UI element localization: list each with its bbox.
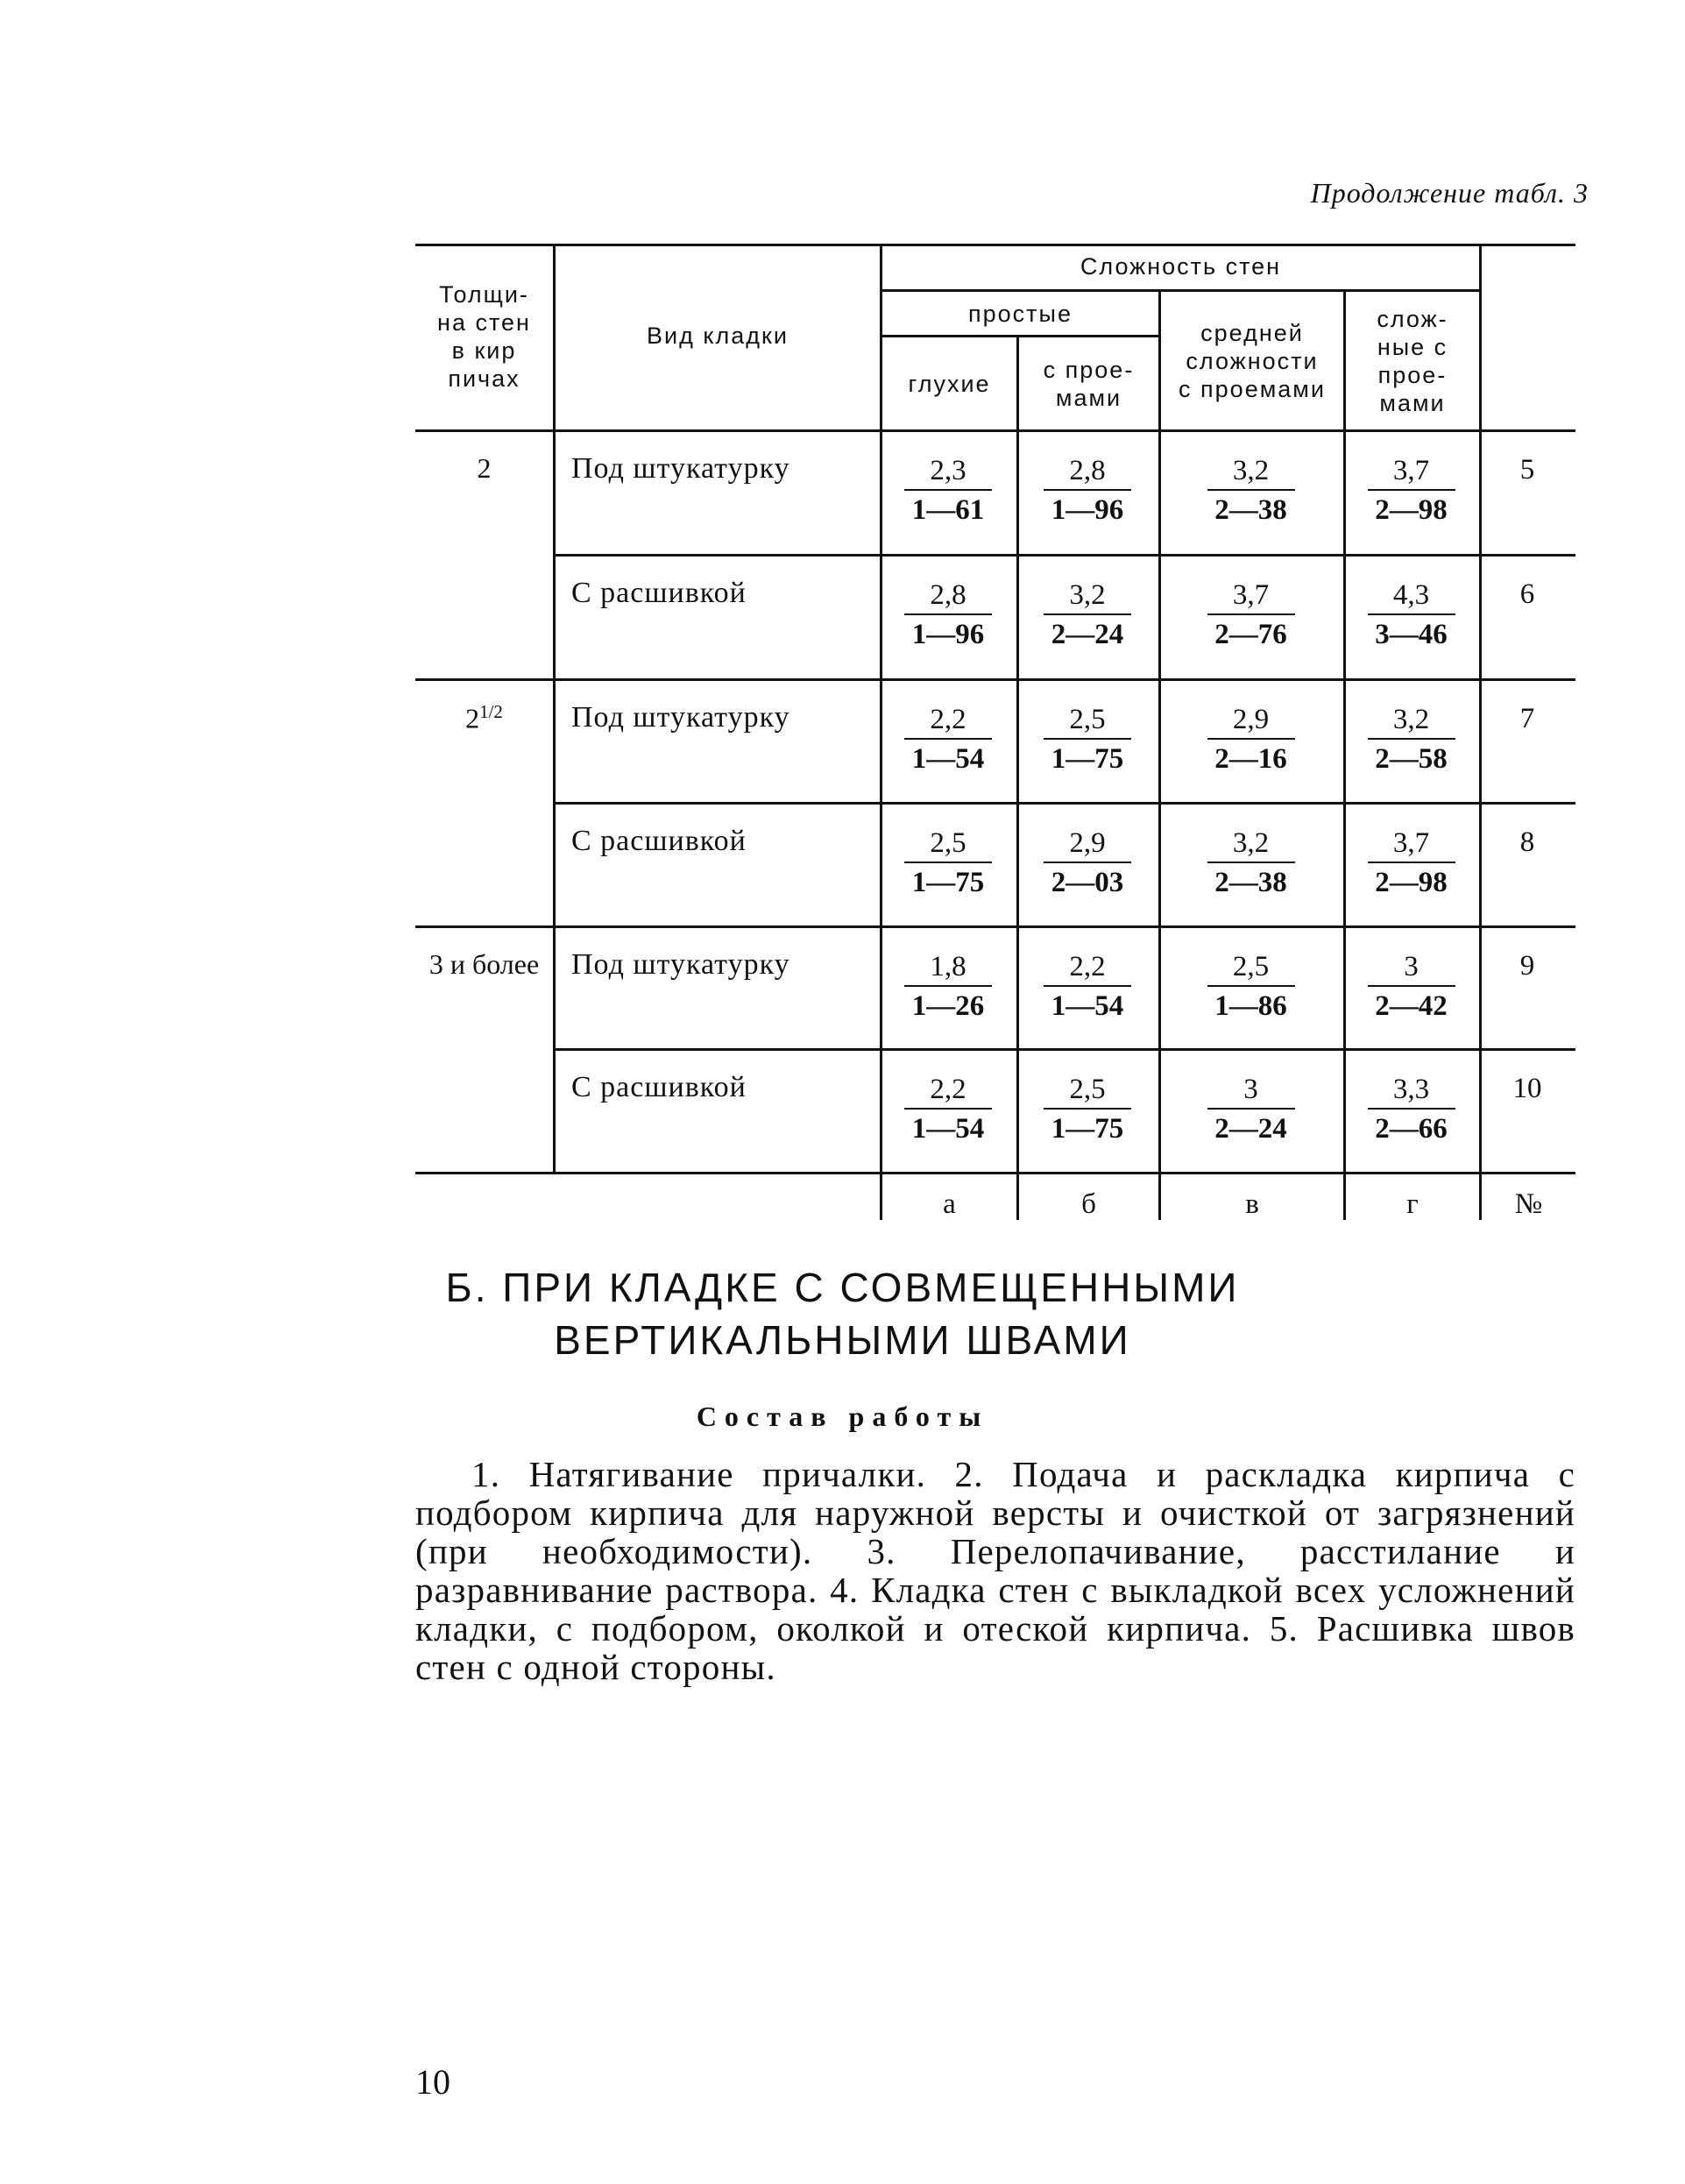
row-rule <box>553 1048 1575 1051</box>
row-masonry-kind: С расшивкой <box>571 1071 747 1103</box>
row-number: 6 <box>1519 578 1535 610</box>
group-rule <box>415 925 1575 928</box>
norm-value-cell <box>1355 826 1469 902</box>
time-norm: 2,8 <box>904 578 992 615</box>
price-value: 1—75 <box>1051 1113 1124 1145</box>
time-norm: 2,2 <box>904 703 992 740</box>
header-solid: глухие <box>908 370 991 397</box>
header-medium: средней сложности с проемами <box>1179 319 1326 402</box>
norm-value-cell <box>891 1073 1005 1148</box>
column-letter-a: а <box>943 1188 956 1220</box>
norm-value-cell <box>891 703 1005 778</box>
row-masonry-kind: Под штукатурку <box>571 948 790 981</box>
norm-value-cell <box>1194 454 1308 529</box>
norm-value-cell <box>1194 703 1308 778</box>
time-norm: 2,9 <box>1044 826 1131 863</box>
price-value: 1—54 <box>1051 990 1124 1022</box>
price-value: 2—98 <box>1375 867 1448 898</box>
time-norm: 3 <box>1368 950 1455 987</box>
price-value: 1—96 <box>1051 494 1124 526</box>
time-norm: 2,2 <box>904 1073 992 1110</box>
norm-value-cell <box>1194 826 1308 902</box>
time-norm: 2,2 <box>1044 950 1131 987</box>
column-letter-b: б <box>1081 1188 1096 1220</box>
column-letter-d: г <box>1406 1188 1419 1220</box>
time-norm: 3,7 <box>1368 454 1455 491</box>
column-number-sign: № <box>1514 1188 1543 1220</box>
header-kind: Вид кладки <box>647 323 789 349</box>
row-thickness <box>415 948 553 981</box>
norm-value-cell <box>891 454 1005 529</box>
time-norm: 1,8 <box>904 950 992 987</box>
norm-value-cell <box>1355 454 1469 529</box>
header-thickness: Толщи- на стен в кир пичах <box>437 281 531 392</box>
thickness-value: 2 <box>477 452 492 484</box>
row-masonry-kind: Под штукатурку <box>571 452 790 485</box>
norm-value-cell <box>1030 578 1144 654</box>
norm-value-cell <box>1030 950 1144 1025</box>
norm-value-cell <box>1030 1073 1144 1148</box>
price-value: 2—76 <box>1214 619 1287 650</box>
work-heading: Состав работы <box>696 1400 989 1432</box>
norm-value-cell <box>891 826 1005 902</box>
col-divider <box>553 244 556 1172</box>
norms-table <box>415 244 1575 1220</box>
page-number: 10 <box>415 2062 450 2102</box>
thickness-value: 2 <box>465 702 480 734</box>
norm-value-cell <box>1194 1073 1308 1148</box>
price-value: 1—54 <box>911 1113 985 1145</box>
price-value: 1—75 <box>1051 743 1124 775</box>
norm-value-cell <box>1030 454 1144 529</box>
table-bottom-rule <box>415 1172 1575 1174</box>
time-norm: 3,7 <box>1368 826 1455 863</box>
time-norm: 3 <box>1207 1073 1295 1110</box>
norm-value-cell <box>1030 703 1144 778</box>
norm-value-cell <box>1355 578 1469 654</box>
header-bottom-rule <box>415 429 1575 432</box>
price-value: 3—46 <box>1375 619 1448 650</box>
time-norm: 2,8 <box>1044 454 1131 491</box>
time-norm: 3,7 <box>1207 578 1295 615</box>
price-value: 1—61 <box>911 494 985 526</box>
group-rule <box>415 678 1575 681</box>
price-value: 2—24 <box>1051 619 1124 650</box>
header-with-openings: с прое- мами <box>1043 356 1135 411</box>
time-norm: 2,9 <box>1207 703 1295 740</box>
section-title-line2: ВЕРТИКАЛЬНЫМИ ШВАМИ <box>554 1317 1131 1363</box>
row-number: 10 <box>1512 1073 1542 1104</box>
row-masonry-kind: С расшивкой <box>571 577 747 609</box>
price-value: 2—24 <box>1214 1113 1287 1145</box>
price-value: 1—86 <box>1214 990 1287 1022</box>
norm-value-cell <box>1030 826 1144 902</box>
time-norm: 2,3 <box>904 454 992 491</box>
work-text: 1. Натягивание причалки. 2. Подача и раскладка кирпича с подбором кирпича для наружной версты и очисткой от загрязнений (при необходимости). 3. Перелопачивание, расстилание и разравнивание раствора. 4. Кладка стен с выкладкой всех усложнений кладки, с подбором, околкой и отеской кирпича. 5. Расшивка швов стен с одной стороны. <box>415 1454 1575 1687</box>
row-thickness <box>415 452 553 485</box>
header-simple: простые <box>968 300 1073 327</box>
col-divider <box>1016 335 1019 1220</box>
price-value: 2—66 <box>1375 1113 1448 1145</box>
time-norm: 2,5 <box>1207 950 1295 987</box>
row-number: 8 <box>1519 826 1535 858</box>
table-continuation-label: Продолжение табл. 3 <box>1310 177 1589 209</box>
price-value: 2—58 <box>1375 743 1448 775</box>
price-value: 2—16 <box>1214 743 1287 775</box>
time-norm: 2,5 <box>1044 703 1131 740</box>
header-complex: слож- ные с прое- мами <box>1377 305 1448 416</box>
time-norm: 3,2 <box>1207 454 1295 491</box>
price-value: 1—26 <box>911 990 985 1022</box>
price-value: 1—54 <box>911 743 985 775</box>
col-divider <box>1479 244 1482 1220</box>
price-value: 2—42 <box>1375 990 1448 1022</box>
row-masonry-kind: С расшивкой <box>571 825 747 857</box>
norm-value-cell <box>1355 950 1469 1025</box>
row-thickness <box>415 701 553 735</box>
norm-value-cell <box>1355 1073 1469 1148</box>
time-norm: 3,2 <box>1368 703 1455 740</box>
norm-value-cell <box>891 578 1005 654</box>
price-value: 2—03 <box>1051 867 1124 898</box>
time-norm: 4,3 <box>1368 578 1455 615</box>
price-value: 2—38 <box>1214 867 1287 898</box>
price-value: 1—96 <box>911 619 985 650</box>
time-norm: 3,3 <box>1368 1073 1455 1110</box>
section-title-line1: Б. ПРИ КЛАДКЕ С СОВМЕЩЕННЫМИ <box>445 1265 1240 1310</box>
norm-value-cell <box>1194 950 1308 1025</box>
price-value: 2—98 <box>1375 494 1448 526</box>
time-norm: 3,2 <box>1207 826 1295 863</box>
price-value: 1—75 <box>911 867 985 898</box>
row-number: 9 <box>1519 950 1535 982</box>
row-number: 5 <box>1519 454 1535 486</box>
work-description <box>415 1455 1575 1686</box>
thickness-value: 3 и более <box>428 948 540 980</box>
column-letter-c: в <box>1245 1188 1259 1220</box>
time-norm: 3,2 <box>1044 578 1131 615</box>
header-complexity: Сложность стен <box>1080 253 1282 280</box>
thickness-fraction: 1/2 <box>479 701 503 722</box>
row-masonry-kind: Под штукатурку <box>571 701 790 734</box>
norm-value-cell <box>1194 578 1308 654</box>
price-value: 2—38 <box>1214 494 1287 526</box>
row-number: 7 <box>1519 703 1535 734</box>
norm-value-cell <box>891 950 1005 1025</box>
norm-value-cell <box>1355 703 1469 778</box>
row-rule <box>553 554 1575 557</box>
time-norm: 2,5 <box>904 826 992 863</box>
row-rule <box>553 802 1575 805</box>
time-norm: 2,5 <box>1044 1073 1131 1110</box>
